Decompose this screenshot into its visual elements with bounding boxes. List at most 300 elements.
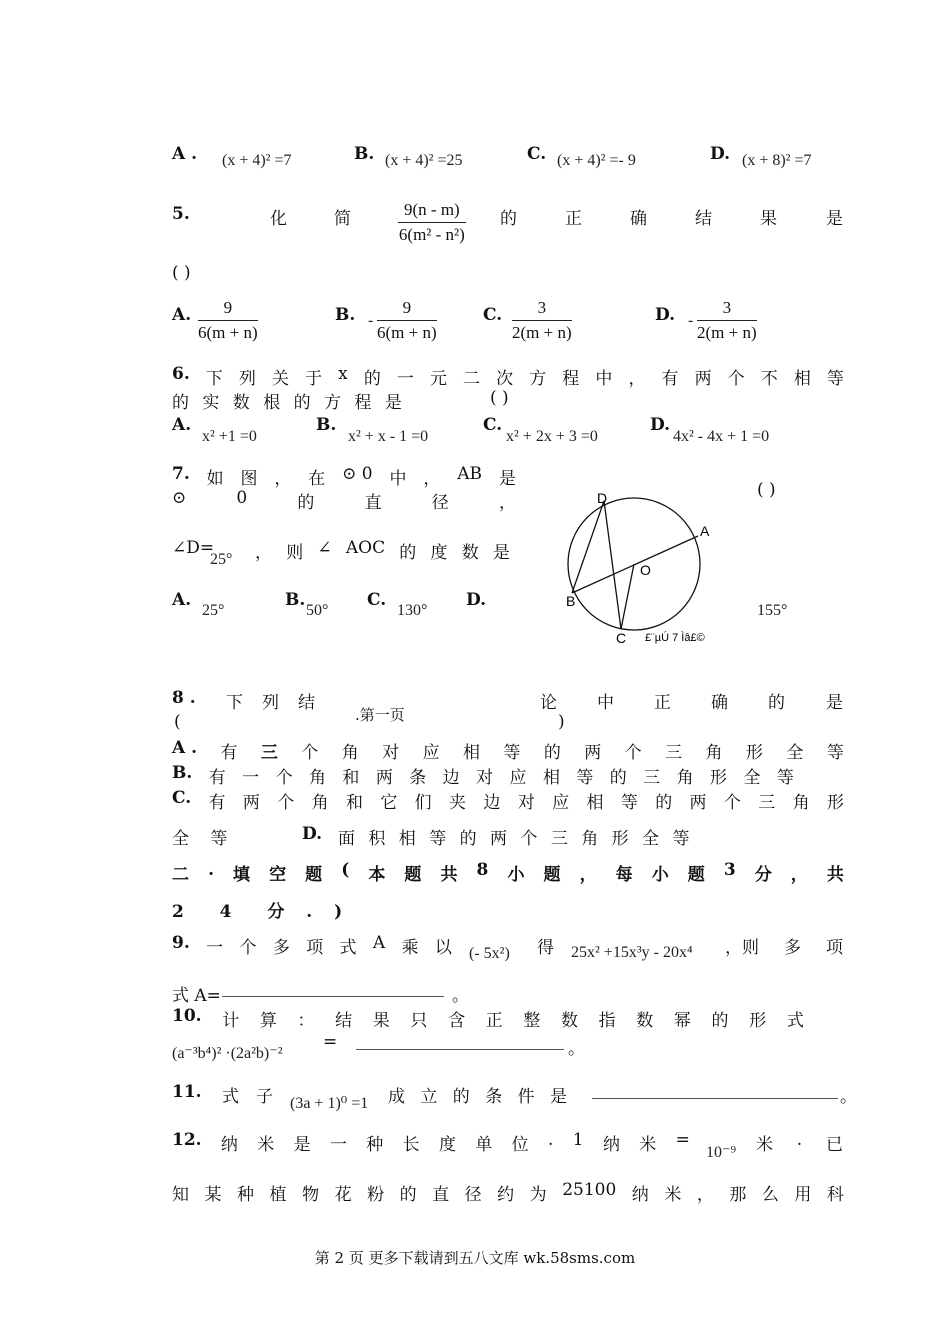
q8-word: 角 [341, 743, 359, 763]
heading-char: 8 [476, 860, 489, 880]
q12-word: 米 [257, 1135, 275, 1155]
q8-word: 一 [242, 768, 260, 788]
q10-expression: (a⁻³b⁴)² ·(2a²b)⁻² [172, 1045, 283, 1062]
q8-word: 两 [689, 793, 707, 813]
q12-word: 米 [664, 1185, 682, 1205]
q8-answer-paren-right: ) [558, 712, 565, 732]
q8-option-a [172, 738, 844, 763]
q12-word: 已 [826, 1135, 843, 1155]
heading-char: 题 [543, 865, 561, 885]
q8-word: 个 [723, 793, 741, 813]
q8-word: 三 [665, 743, 683, 763]
q7-option-d-label: D. [466, 590, 487, 610]
heading-char: 小 [651, 865, 669, 885]
q12-word: = [675, 1130, 690, 1150]
q8-word: 个 [624, 743, 642, 763]
q9-answer-blank[interactable] [222, 982, 444, 997]
q8-word: 相 [542, 768, 560, 788]
q8-word: 条 [409, 768, 427, 788]
q6-word: 有 [661, 369, 679, 389]
heading-char: 每 [615, 865, 633, 885]
q6-word: 次 [496, 369, 514, 389]
point-label-a: A [700, 523, 710, 539]
q12-word: 25100 [562, 1180, 617, 1200]
q8-word: 角 [792, 793, 810, 813]
section-2-heading [172, 860, 844, 885]
segment-oc [621, 564, 634, 629]
q5-word: 正 [565, 209, 582, 229]
q10-word: 形 [749, 1011, 767, 1031]
q8-word: 三 [643, 768, 661, 788]
q8-word: 的 [543, 743, 561, 763]
q12-word: 为 [529, 1185, 547, 1205]
q7-word: 数 [461, 543, 479, 563]
q8-option-d-label: D. [302, 824, 323, 844]
q12-word: 某 [204, 1185, 222, 1205]
q12-word: 纳 [631, 1185, 649, 1205]
q12-word: 那 [729, 1185, 747, 1205]
q10-word: 结 [335, 1011, 353, 1031]
q10-word: 数 [560, 1011, 578, 1031]
q10-number: 10. [172, 1006, 202, 1026]
q8-option-c [172, 788, 844, 813]
q6-option-a-label: A. [172, 415, 192, 435]
q12-word: 粉 [367, 1185, 385, 1205]
fraction-numerator: 9 [377, 298, 437, 321]
q9-question-line [172, 933, 452, 958]
q12-question-tail [756, 1130, 843, 1155]
page-marker: .第一页 [355, 706, 405, 724]
page-footer: 第 2 页 更多下载请到五八文库 wk.58sms.com [314, 1249, 636, 1267]
q5-answer-paren: ( ) [172, 263, 191, 283]
heading-char: 题 [687, 865, 705, 885]
q8-word: 两 [242, 793, 260, 813]
q10-word: 整 [523, 1011, 541, 1031]
q6-word: 二 [463, 369, 481, 389]
q9-line-end: 。 [452, 986, 469, 1006]
heading-char: 小 [507, 865, 525, 885]
q7-word: 的 [399, 543, 417, 563]
q8-word: 三 [260, 743, 278, 763]
q11-number: 11. [172, 1082, 202, 1102]
q8-word: 等 [620, 793, 638, 813]
q7-question-line-2 [172, 488, 516, 513]
q12-power: 10⁻⁹ [706, 1144, 737, 1161]
heading-char: 题 [404, 865, 422, 885]
q12-word: 米 [639, 1135, 657, 1155]
q5-word: 简 [334, 209, 351, 229]
q8-word: 边 [442, 768, 460, 788]
q7-word: AB [457, 464, 482, 484]
q12-word: 是 [293, 1135, 311, 1155]
q6-question-line-2: 的 实 数 根 的 方 程 是 [172, 393, 406, 413]
heading-char: ( [341, 860, 350, 880]
q7-word: 的 [297, 493, 315, 513]
q8-word: 它 [380, 793, 398, 813]
q9-number: 9. [172, 933, 190, 953]
q12-word: ， [696, 1185, 714, 1205]
q8-word: 个 [301, 743, 319, 763]
q9-word: 式 [339, 938, 357, 958]
q8-word: 结 [298, 693, 315, 713]
q12-question-line [172, 1130, 690, 1155]
q6-word: 中 [595, 369, 613, 389]
q8-word: 应 [552, 793, 570, 813]
q10-word: 算 [259, 1011, 277, 1031]
fraction-numerator: 9 [198, 298, 258, 321]
q8-word: 形 [710, 768, 728, 788]
q9-word: 一 [206, 938, 224, 958]
q7-question-line [172, 464, 516, 489]
q5-option-d-sign: - [688, 312, 694, 329]
q8-option-c-tail: 全 等 [172, 829, 236, 849]
q10-word: 幂 [673, 1011, 691, 1031]
q10-word: 含 [448, 1011, 466, 1031]
q12-word: 种 [366, 1135, 384, 1155]
q12-word: 物 [302, 1185, 320, 1205]
q8-word: 对 [517, 793, 535, 813]
q10-word: ： [297, 1011, 315, 1031]
heading-char: 本 [368, 865, 386, 885]
q12-word: 长 [402, 1135, 420, 1155]
q6-word: 一 [396, 369, 414, 389]
q12-word: 种 [237, 1185, 255, 1205]
q6-number: 6. [172, 364, 190, 384]
heading-char: 题 [305, 865, 323, 885]
q8-option-b-label: B. [172, 763, 193, 783]
q4-option-c-label: C. [527, 144, 547, 164]
fraction-numerator: 3 [697, 298, 757, 321]
fraction-denominator: 6(m + n) [377, 323, 437, 342]
q4-option-d-expr: (x + 8)² =7 [742, 152, 812, 169]
q9-word: A [372, 933, 386, 953]
q5-word: 化 [270, 209, 287, 229]
q8-word: 应 [509, 768, 527, 788]
q7-option-a-value: 25° [202, 602, 225, 619]
q8-word: 有 [220, 743, 238, 763]
q9-word: 项 [306, 938, 324, 958]
q8-word: 个 [277, 793, 295, 813]
point-label-o: O [640, 562, 651, 578]
q6-option-c-expr: x² + 2x + 3 =0 [506, 428, 598, 445]
q5-option-b-label: B. [335, 305, 356, 325]
q10-word: 数 [636, 1011, 654, 1031]
q7-word: ⊙ [172, 488, 187, 508]
q8-word: 和 [345, 793, 363, 813]
q9-word: 乘 [401, 938, 419, 958]
q8-word: 的 [609, 768, 627, 788]
q8-word: 确 [711, 693, 728, 713]
q5-word: 结 [695, 209, 712, 229]
q5-option-d-label: D. [655, 305, 676, 325]
q7-word: 是 [492, 543, 510, 563]
q8-word: 列 [262, 693, 279, 713]
q7-option-a-label: A. [172, 590, 192, 610]
q8-word: 形 [826, 793, 844, 813]
heading-char: 3 [723, 860, 736, 880]
q5-word: 的 [500, 209, 517, 229]
q5-option-b-sign: - [368, 312, 374, 329]
q7-angle-value: 25° [210, 551, 233, 568]
q5-number: 5. [172, 204, 190, 224]
chord-dc [604, 501, 621, 629]
q8-answer-paren-left: ( [174, 712, 181, 732]
q10-question-line [172, 1006, 804, 1031]
q7-option-b-label: B. [285, 590, 306, 610]
q7-number: 7. [172, 464, 190, 484]
q9-word: ，则 [725, 938, 759, 958]
q5-fraction-denominator: 6(m² - n²) [398, 225, 465, 244]
q11-text: 成 立 的 条 件 是 [388, 1087, 573, 1107]
q11-word: 式 [222, 1087, 239, 1107]
q6-word: 等 [826, 369, 844, 389]
q7-word: ， [498, 493, 516, 513]
q8-word: 角 [311, 793, 329, 813]
q8-word: 等 [776, 768, 794, 788]
q9-word: 以 [434, 938, 452, 958]
q6-word: x [338, 364, 348, 384]
q7-word: ∠ [317, 538, 332, 558]
q8-word: 论 [540, 693, 557, 713]
q4-option-b-expr: (x + 4)² =25 [385, 152, 463, 169]
q8-word: 全 [743, 768, 761, 788]
q8-word: 是 [826, 693, 843, 713]
heading-char: 填 [233, 865, 251, 885]
q7-word: 度 [430, 543, 448, 563]
q5-option-c-label: C. [483, 305, 503, 325]
q7-word: 在 [308, 469, 326, 489]
q12-word: 纳 [220, 1135, 238, 1155]
q12-word: 的 [399, 1185, 417, 1205]
q6-option-c-label: C. [483, 415, 503, 435]
q8-word: 夹 [449, 793, 467, 813]
q4-option-c-expr: (x + 4)² =- 9 [557, 152, 636, 169]
q12-word: 么 [761, 1185, 779, 1205]
q6-option-d-expr: 4x² - 4x + 1 =0 [673, 428, 770, 445]
q7-option-c-value: 130° [397, 602, 428, 619]
q12-word: 米 [756, 1135, 773, 1155]
q7-word: ， [423, 469, 441, 489]
q8-number: 8 . [172, 688, 196, 708]
q11-word: 子 [256, 1087, 273, 1107]
q5-option-a-fraction [198, 298, 258, 343]
q6-word: 两 [694, 369, 712, 389]
q6-answer-paren: ( ) [490, 388, 509, 408]
q8-word: 角 [308, 768, 326, 788]
q9-product-expr: 25x² +15x³y - 20x⁴ [571, 944, 693, 961]
fraction-denominator: 2(m + n) [697, 323, 757, 342]
q8-option-b [172, 763, 794, 788]
q9-word: 项 [826, 938, 843, 958]
q8-word: 应 [422, 743, 440, 763]
q12-word: 知 [172, 1185, 189, 1205]
q8-word: 两 [375, 768, 393, 788]
q8-word: 对 [476, 768, 494, 788]
q8-word: 个 [275, 768, 293, 788]
q6-word: 程 [562, 369, 580, 389]
chord-db [572, 501, 604, 593]
q7-word: ⊙ 0 [342, 464, 373, 484]
q8-word: 和 [342, 768, 360, 788]
q12-word: 纳 [602, 1135, 620, 1155]
q6-word: 个 [727, 369, 745, 389]
q10-word: 果 [372, 1011, 390, 1031]
q5-option-c-fraction [512, 298, 572, 343]
fraction-denominator: 2(m + n) [512, 323, 572, 342]
q8-word: 的 [768, 693, 785, 713]
q7-word: 是 [498, 469, 516, 489]
q6-option-b-expr: x² + x - 1 =0 [348, 428, 429, 445]
q8-word: 角 [676, 768, 694, 788]
q8-word: 有 [208, 793, 226, 813]
q6-word: 方 [529, 369, 547, 389]
q7-option-b-value: 50° [306, 602, 329, 619]
q6-option-d-label: D. [650, 415, 671, 435]
q6-word: 元 [429, 369, 447, 389]
q8-word: 边 [483, 793, 501, 813]
q7-option-c-label: C. [367, 590, 387, 610]
q9-question-tail [725, 933, 843, 958]
q8-option-a-label: A . [172, 738, 198, 758]
q7-answer-paren: ( ) [757, 480, 776, 500]
q8-word: 全 [786, 743, 804, 763]
q4-option-b-label: B. [354, 144, 375, 164]
q12-word: 径 [464, 1185, 482, 1205]
q12-word: 花 [334, 1185, 352, 1205]
q7-word: 则 [286, 543, 304, 563]
heading-char: 空 [269, 865, 287, 885]
q5-option-a-label: A. [172, 305, 192, 325]
q9-word: 多 [784, 938, 801, 958]
q10-word: 计 [222, 1011, 240, 1031]
q9-word: 得 [537, 938, 554, 958]
q5-fraction [398, 200, 466, 245]
section-2-heading-line-2: 2 4 分 . ) [172, 902, 351, 922]
q8-word: 等 [826, 743, 844, 763]
q8-option-c-label: C. [172, 788, 192, 808]
fraction-denominator: 6(m + n) [198, 323, 258, 342]
q8-word: 相 [586, 793, 604, 813]
q10-answer-blank[interactable] [356, 1035, 564, 1050]
q8-word: 正 [654, 693, 671, 713]
q10-equals: = [323, 1032, 338, 1052]
q8-word: 等 [576, 768, 594, 788]
point-label-c: C [616, 630, 627, 646]
q9-word: 多 [272, 938, 290, 958]
q11-line-end: 。 [840, 1087, 857, 1107]
q12-word: 位 [511, 1135, 529, 1155]
q6-word: 关 [271, 369, 289, 389]
q6-word: 下 [205, 369, 223, 389]
heading-char: 二 [172, 865, 189, 885]
heading-char: 共 [440, 865, 458, 885]
q6-word: 的 [363, 369, 381, 389]
q9-answer-label: 式 A= [172, 986, 221, 1006]
figure-caption: £¨µÚ 7 Ìâ£© [645, 632, 705, 644]
q12-word: 植 [269, 1185, 287, 1205]
q10-word: 只 [410, 1011, 428, 1031]
q7-word: 中 [389, 469, 407, 489]
q5-option-b-fraction [377, 298, 437, 343]
q12-word: 单 [475, 1135, 493, 1155]
q8-word: 们 [414, 793, 432, 813]
heading-char: ， [579, 865, 597, 885]
q6-word: 列 [238, 369, 256, 389]
q6-word: 不 [760, 369, 778, 389]
q11-expression: (3a + 1)⁰ =1 [290, 1095, 369, 1112]
q8-word: 的 [655, 793, 673, 813]
heading-char: . [208, 860, 214, 880]
q7-word: 0 [236, 488, 248, 508]
q7-question-line-3 [255, 538, 510, 563]
q7-option-d-value: 155° [757, 602, 788, 619]
q6-question-line [172, 364, 844, 389]
q11-answer-blank[interactable] [592, 1084, 838, 1099]
heading-char: ， [790, 865, 808, 885]
heading-char: 分 [754, 865, 772, 885]
q12-word: 约 [497, 1185, 515, 1205]
q7-word: ， [274, 469, 292, 489]
q10-line-end: 。 [568, 1039, 585, 1059]
q7-word: 如 [206, 469, 224, 489]
q7-word: 图 [240, 469, 258, 489]
q8-word: 有 [208, 768, 226, 788]
q12-number: 12. [172, 1130, 202, 1150]
q5-word: 是 [826, 209, 843, 229]
q10-word: 的 [711, 1011, 729, 1031]
q6-word: 于 [305, 369, 323, 389]
q12-word: 用 [794, 1185, 812, 1205]
q10-word: 式 [786, 1011, 804, 1031]
q6-option-b-label: B. [316, 415, 337, 435]
point-label-d: D [597, 490, 608, 506]
q7-word: 直 [364, 493, 382, 513]
q6-word: ， [628, 369, 646, 389]
q10-word: 正 [485, 1011, 503, 1031]
q7-angle-d: ∠D= [172, 538, 215, 558]
q8-word: 三 [758, 793, 776, 813]
q9-multiplier-expr: (- 5x²) [469, 945, 510, 962]
q8-word: 对 [382, 743, 400, 763]
q7-word: AOC [345, 538, 386, 558]
q4-option-a-label: A . [172, 144, 198, 164]
q12-word: 度 [438, 1135, 456, 1155]
q5-fraction-numerator: 9(n - m) [398, 200, 466, 223]
q12-word: 1 [572, 1130, 584, 1150]
q9-word: 个 [239, 938, 257, 958]
q4-option-a-expr: (x + 4)² =7 [222, 152, 292, 169]
heading-char: 共 [826, 865, 844, 885]
q12-word: 科 [826, 1185, 844, 1205]
q7-circle-figure [560, 488, 740, 648]
q8-word: 形 [745, 743, 763, 763]
q12-word: 直 [432, 1185, 450, 1205]
point-label-b: B [566, 593, 576, 609]
q5-option-d-fraction [697, 298, 757, 343]
q12-word: 一 [329, 1135, 347, 1155]
q12-question-line-2 [172, 1180, 844, 1205]
q8-word: 两 [584, 743, 602, 763]
q6-word: 相 [793, 369, 811, 389]
diameter-ab [572, 536, 698, 593]
q8-word: 角 [705, 743, 723, 763]
q5-word: 果 [760, 209, 777, 229]
q10-word: 指 [598, 1011, 616, 1031]
q8-word: 等 [503, 743, 521, 763]
q7-word: 径 [431, 493, 449, 513]
fraction-numerator: 3 [512, 298, 572, 321]
q4-option-d-label: D. [710, 144, 731, 164]
